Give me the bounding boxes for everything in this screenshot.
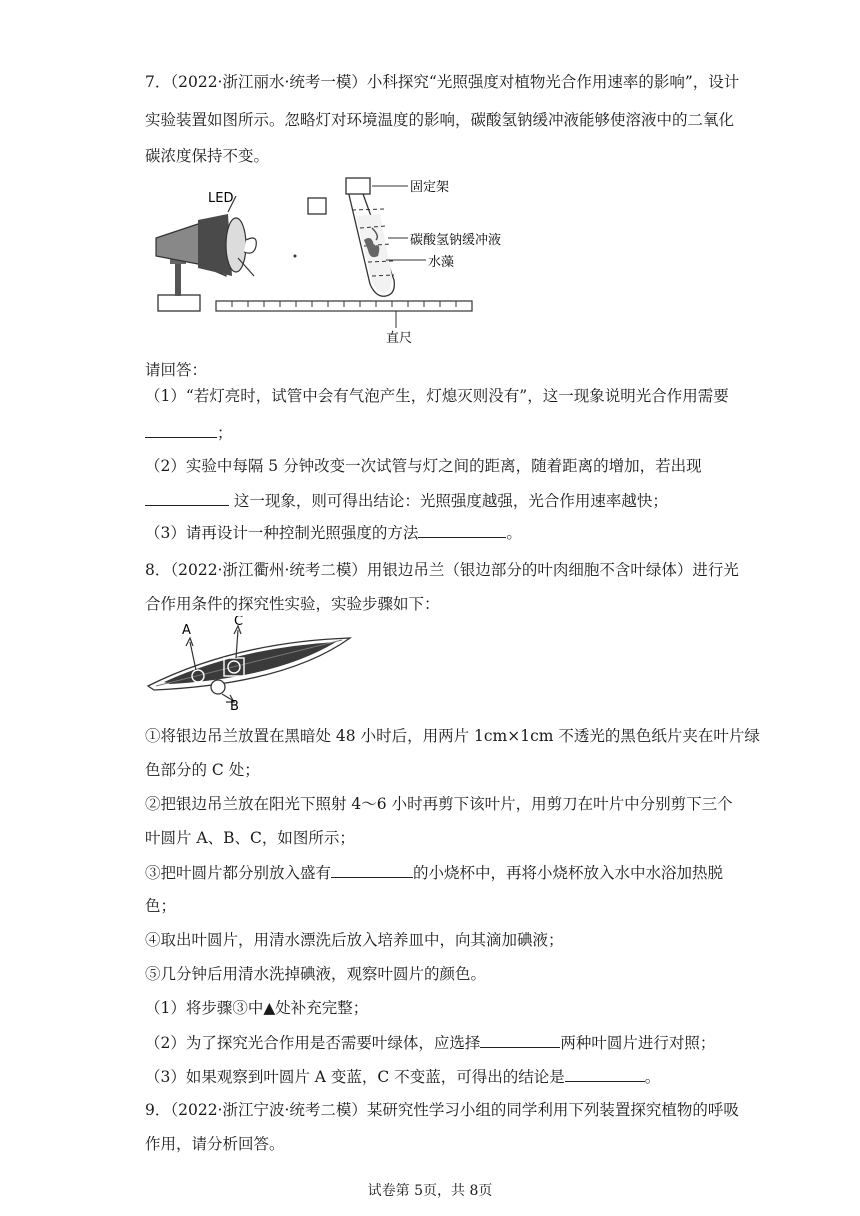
ruler-label: 直尺 bbox=[386, 331, 413, 346]
ruler-icon bbox=[216, 301, 472, 311]
q7-intro-line-2: 实验装置如图所示。忽略灯对环境温度的影响，碳酸氢钠缓冲液能够使溶液中的二氧化 bbox=[145, 111, 735, 129]
q8-step2-line-1: ②把银边吊兰放在阳光下照射 4～6 小时再剪下该叶片，用剪刀在叶片中分别剪下三个 bbox=[145, 795, 733, 813]
test-tube-icon bbox=[346, 180, 394, 296]
q8-step3-line-1: ③把叶圆片都分别放入盛有 的小烧杯中，再将小烧杯放入水中水浴加热脱 bbox=[145, 864, 724, 882]
q9-intro-line-2: 作用，请分析回答。 bbox=[145, 1135, 285, 1153]
answer-blank[interactable] bbox=[145, 422, 217, 438]
label-c: C bbox=[234, 616, 244, 629]
led-label: LED bbox=[208, 191, 234, 206]
q9-intro-line-1: 9．（2022·浙江宁波·统考二模）某研究性学习小组的同学利用下列装置探究植物的呼吸 bbox=[145, 1101, 739, 1119]
q8-step3-line-2: 色； bbox=[145, 897, 177, 915]
answer-blank[interactable] bbox=[480, 1032, 560, 1048]
light-experiment-figure bbox=[150, 176, 520, 346]
q7-prompt: 请回答： bbox=[145, 361, 208, 379]
q8-step2-line-2: 叶圆片 A、B、C，如图所示； bbox=[145, 829, 355, 847]
q8-intro-line-2: 合作用条件的探究性实验，实验步骤如下： bbox=[145, 595, 440, 613]
q7-sub1-line-2: ； bbox=[145, 422, 233, 443]
q7-sub2-line-2: 这一现象，则可得出结论：光照强度越强，光合作用速率越快； bbox=[145, 490, 668, 511]
q8-step1-line-2: 色部分的 C 处； bbox=[145, 761, 260, 779]
q7-sub1-line-1: （1）“若灯亮时，试管中会有气泡产生，灯熄灭则没有”，这一现象说明光合作用需要 bbox=[145, 387, 729, 405]
q8-intro-line-1: 8．（2022·浙江衢州·统考二模）用银边吊兰（银边部分的叶肉细胞不含叶绿体）进行光 bbox=[145, 561, 739, 579]
algae-label: 水藻 bbox=[428, 255, 455, 270]
q8-step4: ④取出叶圆片，用清水漂洗后放入培养皿中，向其滴加碘液； bbox=[145, 931, 564, 949]
clamp-left-icon bbox=[308, 198, 326, 214]
buffer-label: 碳酸氢钠缓冲液 bbox=[410, 233, 502, 248]
q7-intro-line-3: 碳浓度保持不变。 bbox=[145, 147, 270, 165]
answer-blank[interactable] bbox=[331, 862, 413, 878]
clamp-top-icon bbox=[346, 178, 370, 194]
label-b: B bbox=[230, 699, 239, 712]
answer-blank[interactable] bbox=[145, 490, 229, 506]
leaf-figure bbox=[146, 616, 356, 712]
q8-step5: ⑤几分钟后用清水洗掉碘液，观察叶圆片的颜色。 bbox=[145, 965, 487, 983]
q8-sub2: （2）为了探究光合作用是否需要叶绿体，应选择 两种叶圆片进行对照； bbox=[145, 1034, 716, 1052]
q8-sub1: （1）将步骤③中▲处补充完整； bbox=[145, 999, 369, 1017]
answer-blank[interactable] bbox=[418, 522, 506, 538]
holder-label: 固定架 bbox=[410, 180, 450, 195]
q8-step1-line-1: ①将银边吊兰放置在黑暗处 48 小时后，用两片 1cm×1cm 不透光的黑色纸片夹在叶片绿 bbox=[145, 727, 760, 745]
q7-intro-line-1: 7．（2022·浙江丽水·统考一模）小科探究“光照强度对植物光合作用速率的影响”，设计 bbox=[145, 73, 740, 91]
q7-sub2-line-1: （2）实验中每隔 5 分钟改变一次试管与灯之间的距离，随着距离的增加，若出现 bbox=[145, 457, 702, 475]
page-footer: 试卷第 5页，共 8页 bbox=[367, 1183, 493, 1199]
answer-blank[interactable] bbox=[565, 1066, 645, 1082]
q8-sub3: （3）如果观察到叶圆片 A 变蓝，C 不变蓝，可得出的结论是 。 bbox=[145, 1068, 661, 1086]
q7-sub3: （3）请再设计一种控制光照强度的方法 。 bbox=[145, 524, 522, 542]
disc-b-icon bbox=[211, 680, 225, 694]
led-lamp-icon bbox=[156, 196, 256, 311]
label-a: A bbox=[182, 623, 191, 638]
leaf-icon bbox=[148, 638, 350, 690]
